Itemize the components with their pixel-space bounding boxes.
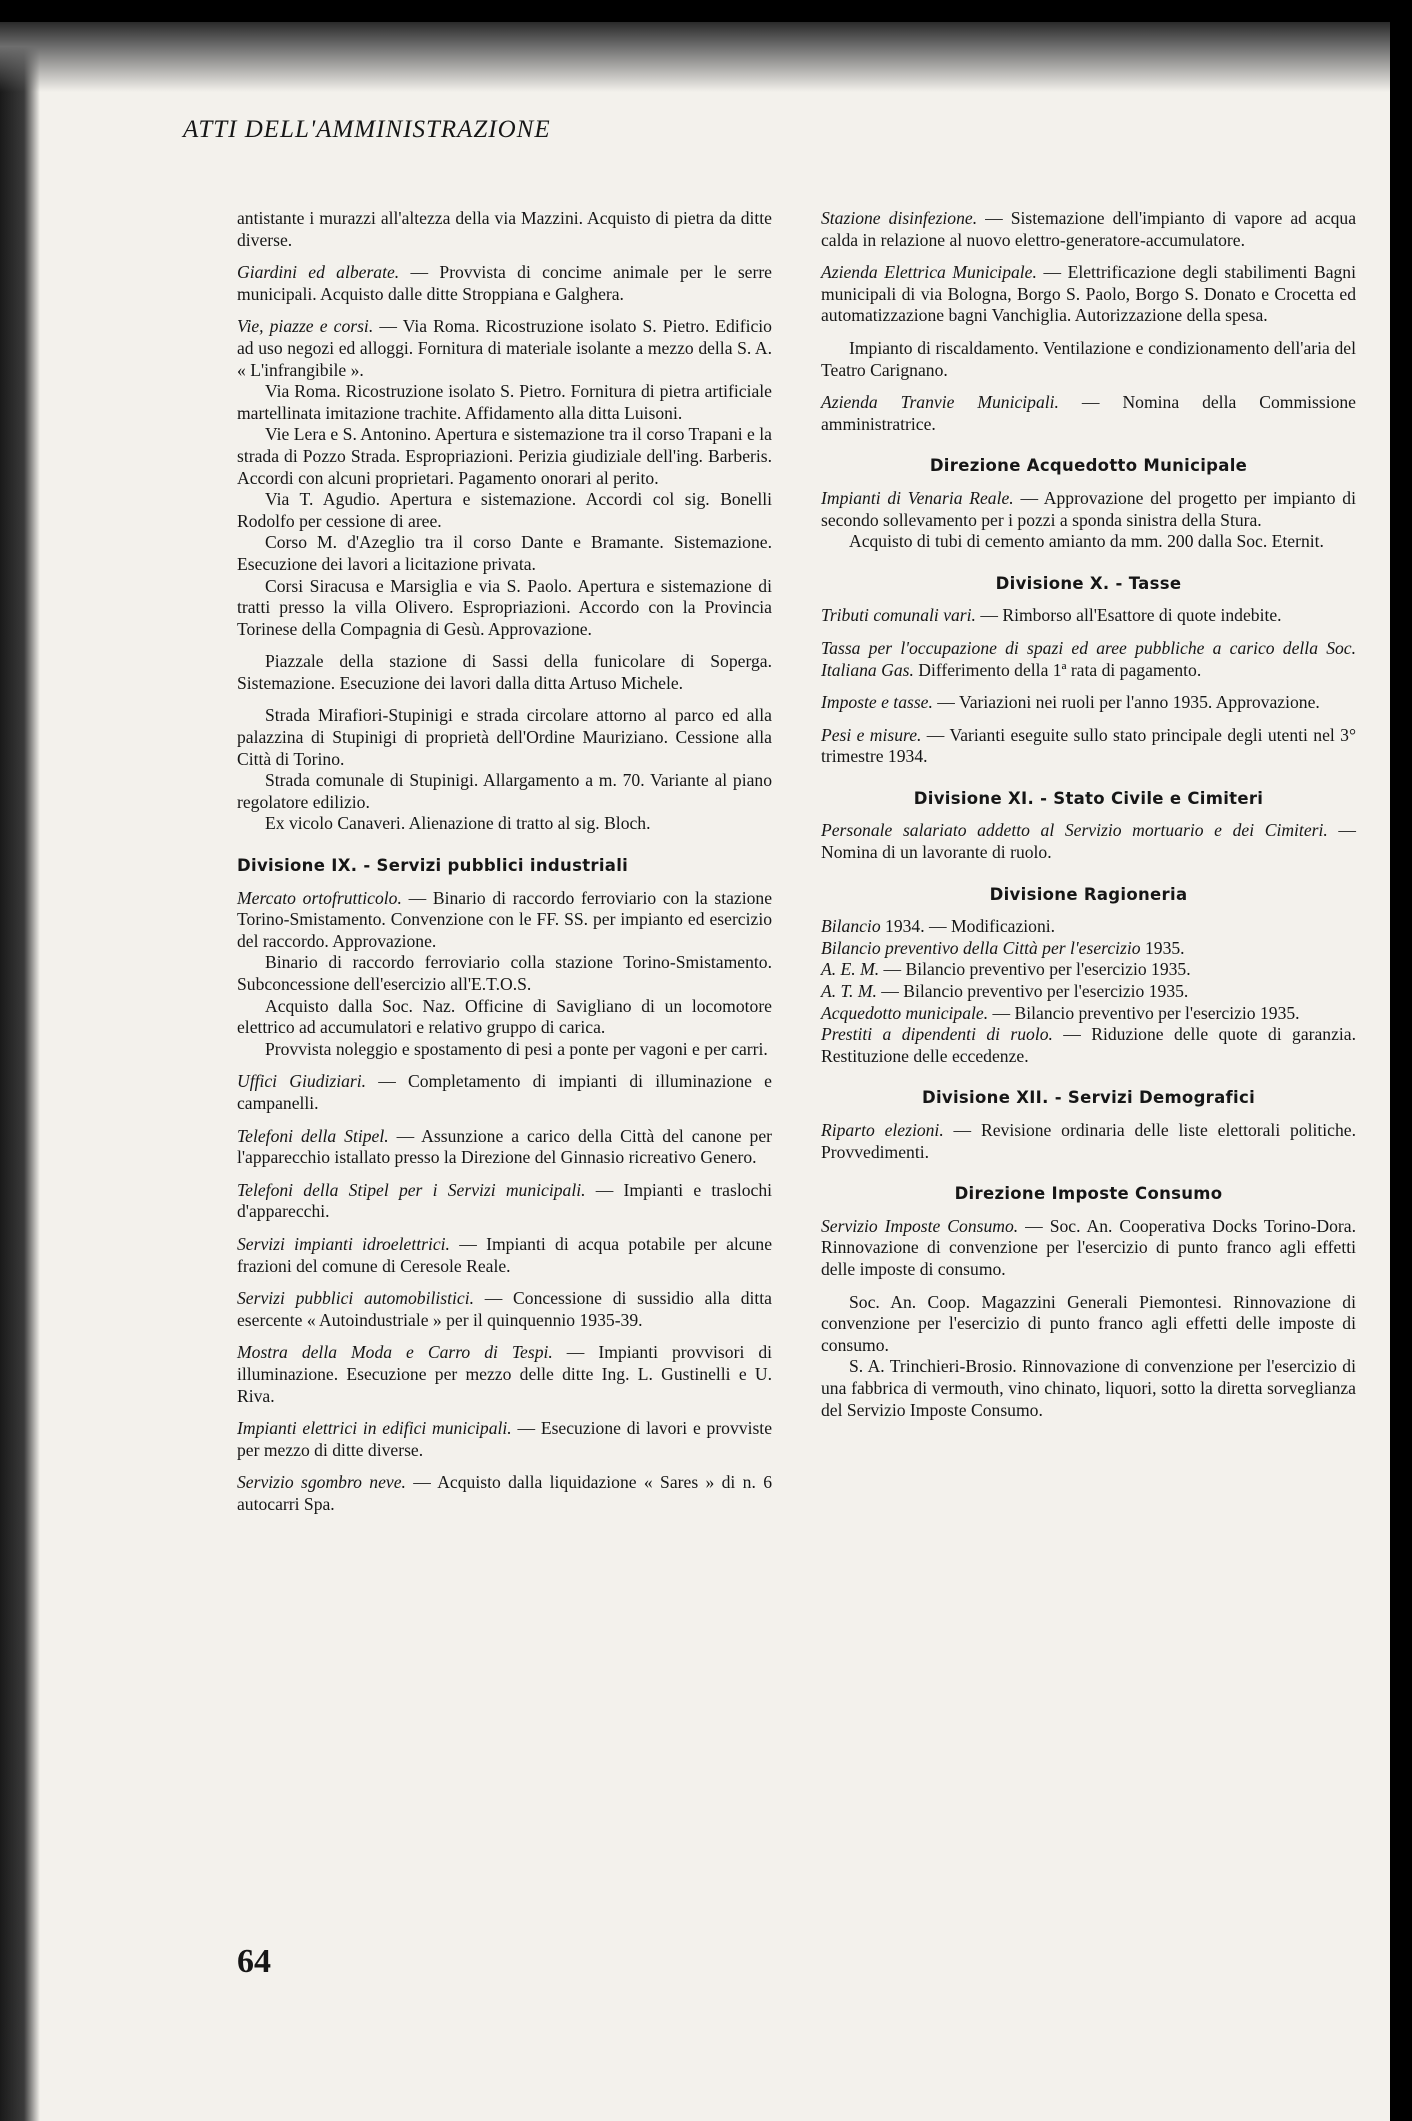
paragraph [237, 1472, 772, 1515]
paragraph [237, 651, 772, 694]
item-title: Bilancio [821, 916, 881, 937]
paragraph [237, 1180, 772, 1223]
section-heading: Divisione X. - Tasse [995, 573, 1182, 593]
spacer [821, 381, 1356, 392]
item-title: Servizio Imposte Consumo. [821, 1215, 1019, 1236]
spacer [237, 1115, 772, 1126]
item-text: — Bilancio preventivo per l'esercizio 1935. [988, 1002, 1300, 1023]
item-text: — Bilancio preventivo per l'esercizio 1935. [876, 981, 1189, 1002]
spacer [237, 640, 772, 651]
spacer [237, 694, 772, 705]
paragraph [821, 692, 1356, 714]
item-title: Prestiti a dipendenti di ruolo. [821, 1024, 1053, 1045]
binding-shadow [0, 22, 40, 2121]
item-text: Acquisto dalla Soc. Naz. Officine di Savigliano di un locomotore elettrico ad accumulatori e relativo gruppo di carica. [237, 995, 772, 1038]
item-title: Vie, piazze e corsi. [237, 316, 374, 337]
paragraph [237, 1418, 772, 1461]
item-text: — Concessione di sussidio alla ditta esercente « Autoindustriale » per il quinquennio 1935-39. [237, 1288, 772, 1330]
paragraph [821, 1356, 1356, 1421]
item-title: Telefoni della Stipel. [237, 1125, 389, 1146]
item-text: Via T. Agudio. Apertura e sistemazione. Accordi col sig. Bonelli Rodolfo per cessione di aree. [237, 489, 772, 531]
paragraph [821, 959, 1356, 981]
paragraph [821, 1120, 1356, 1163]
item-title: Mercato ortofrutticolo. [237, 887, 402, 908]
spacer [821, 768, 1356, 788]
item-text: — Soc. An. Cooperativa Docks Torino-Dora. Rinnovazione di convenzione per l'esercizio di punto franco agli effetti delle imposte di consumo. [821, 1215, 1356, 1279]
spacer [237, 1060, 772, 1071]
item-title: Telefoni della Stipel per i Servizi municipali. [237, 1179, 586, 1200]
item-text: S. A. Trinchieri-Brosio. Rinnovazione di convenzione per l'esercizio di una fabbrica di vermouth, vino chinato, liquori, sotto la diretta sorveglianza del Servizio Imposte Consumo. [821, 1356, 1356, 1420]
item-text: Piazzale della stazione di Sassi della funicolare di Soperga. Sistemazione. Esecuzione dei lavori dalla ditta Artuso Michele. [237, 651, 772, 693]
item-text: Strada comunale di Stupinigi. Allargamento a m. 70. Variante al piano regolatore edilizio. [237, 770, 772, 812]
item-title: Azienda Elettrica Municipale. [821, 262, 1037, 283]
paragraph [237, 705, 772, 770]
paragraph [237, 813, 772, 835]
item-text: Soc. An. Coop. Magazzini Generali Piemontesi. Rinnovazione di convenzione per l'esercizio di punto franco agli effetti delle imposte di consumo. [821, 1291, 1356, 1355]
item-title: A. T. M. [821, 981, 877, 1002]
item-text: — Varianti eseguite sullo stato principale degli utenti nel 3° trimestre 1934. [821, 724, 1356, 767]
spacer [821, 905, 1356, 916]
left-column [237, 208, 772, 1515]
spacer [821, 1109, 1356, 1120]
spacer [821, 864, 1356, 884]
item-title: Imposte e tasse. [821, 692, 933, 713]
section-heading: Direzione Acquedotto Municipale [929, 456, 1248, 476]
item-text: Strada Mirafiori-Stupinigi e strada circolare attorno al parco ed alla palazzina di Stupinigi di proprietà dell'Ordine Mauriziano. Cessione alla Città di Torino. [237, 705, 772, 769]
paragraph [237, 952, 772, 995]
spacer [821, 594, 1356, 605]
spacer [821, 1163, 1356, 1183]
item-text: Binario di raccordo ferroviario colla stazione Torino-Smistamento. Subconcessione dell'esercizio all'E.T.O.S. [237, 952, 772, 994]
item-title: Tassa per l'occupazione di spazi ed aree pubbliche a carico della Soc. Italiana Gas. [821, 637, 1356, 680]
item-text: — Revisione ordinaria delle liste elettorali politiche. Provvedimenti. [821, 1120, 1356, 1162]
paragraph [821, 725, 1356, 768]
spacer [821, 681, 1356, 692]
paragraph [237, 770, 772, 813]
spacer [821, 809, 1356, 820]
right-column [821, 208, 1356, 1421]
item-title: Impianti elettrici in edifici municipali. [237, 1418, 512, 1439]
spacer [821, 1281, 1356, 1292]
paragraph [237, 1234, 772, 1277]
item-text: Provvista noleggio e spostamento di pesi a ponte per vagoni e per carri. [265, 1038, 768, 1059]
item-text: — Nomina della Commissione amministratrice. [821, 392, 1356, 434]
item-text: Impianto di riscaldamento. Ventilazione e condizionamento dell'aria del Teatro Carignano. [821, 337, 1356, 380]
running-head: ATTI DELL'AMMINISTRAZIONE [183, 116, 551, 143]
item-title: Impianti di Venaria Reale. [821, 487, 1014, 508]
paragraph [237, 1039, 772, 1061]
section-heading: Divisione Ragioneria [989, 884, 1188, 904]
spacer [821, 251, 1356, 262]
paragraph [237, 381, 772, 424]
item-text: — Riduzione delle quote di garanzia. Restituzione delle eccedenze. [821, 1024, 1357, 1066]
top-shadow [0, 22, 1390, 92]
paragraph [821, 1292, 1356, 1357]
item-title: Mostra della Moda e Carro di Tespi. [237, 1342, 553, 1363]
item-text: — Via Roma. Ricostruzione isolato S. Pietro. Edificio ad uso negozi ed alloggi. Fornitura di materiale isolante a mezzo della S. A. « L'infrangibile ». [237, 316, 772, 380]
item-title: Riparto elezioni. [821, 1120, 944, 1140]
paragraph [821, 1216, 1356, 1281]
item-text: — Acquisto dalla liquidazione « Sares » di n. 6 autocarri Spa. [237, 1472, 772, 1514]
spacer [237, 1169, 772, 1180]
item-title: Pesi e misure. [821, 724, 922, 745]
item-text: — Impianti di acqua potabile per alcune frazioni del comune di Ceresole Reale. [237, 1233, 773, 1276]
item-text: — Binario di raccordo ferroviario con la stazione Torino-Smistamento. Convenzione con le FF. SS. per impianto ed esercizio del raccordo. Approvazione. [237, 887, 773, 951]
paragraph [237, 316, 772, 381]
paragraph [821, 1003, 1356, 1025]
item-text: antistante i murazzi all'altezza della via Mazzini. Acquisto di pietra da ditte diverse. [237, 208, 772, 250]
spacer [237, 305, 772, 316]
item-title: Bilancio preventivo della Città per l'esercizio [821, 937, 1141, 958]
item-text: — Bilancio preventivo per l'esercizio 1935. [879, 959, 1191, 980]
paragraph [237, 576, 772, 641]
spacer [821, 435, 1356, 455]
scan-border-right [1390, 0, 1412, 2121]
item-text: — Assunzione a carico della Città del canone per l'apparecchio istallato presso la Direzione del Ginnasio ricreativo Genero. [237, 1125, 772, 1168]
paragraph [237, 489, 772, 532]
paragraph [237, 1071, 772, 1114]
spacer [821, 327, 1356, 338]
spacer [237, 1331, 772, 1342]
paragraph [821, 208, 1356, 251]
page-number: 64 [237, 1943, 271, 1980]
item-text: — Rimborso all'Esattore di quote indebite. [975, 605, 1282, 626]
paragraph [821, 638, 1356, 681]
item-title: Servizio sgombro neve. [237, 1472, 406, 1493]
paragraph [237, 996, 772, 1039]
paragraph [821, 338, 1356, 381]
item-title: Azienda Tranvie Municipali. [821, 392, 1059, 413]
item-title: Giardini ed alberate. [237, 262, 400, 283]
paragraph [237, 532, 772, 575]
paragraph [821, 938, 1356, 960]
paragraph [821, 981, 1356, 1003]
paragraph [821, 605, 1356, 627]
paragraph [237, 1126, 772, 1169]
item-text: — Variazioni nei ruoli per l'anno 1935. Approvazione. [932, 692, 1320, 713]
section-heading: Divisione IX. - Servizi pubblici industriali [237, 856, 629, 876]
paragraph [821, 488, 1356, 531]
paragraph [821, 392, 1356, 435]
item-text: — Sistemazione dell'impianto di vapore ad acqua calda in relazione al nuovo elettro-generatore-accumulatore. [821, 208, 1356, 250]
spacer [237, 1461, 772, 1472]
paragraph [237, 1342, 772, 1407]
item-text: 1935. [1140, 937, 1185, 958]
spacer [237, 835, 772, 855]
spacer [237, 1407, 772, 1418]
paragraph [237, 208, 772, 251]
item-title: Stazione disinfezione. [821, 208, 978, 228]
item-text: Corso M. d'Azeglio tra il corso Dante e Bramante. Sistemazione. Esecuzione dei lavori a licitazione privata. [237, 532, 772, 574]
paragraph [237, 424, 772, 489]
item-text: Ex vicolo Canaveri. Alienazione di tratto al sig. Bloch. [265, 813, 651, 834]
item-text: 1934. — Modificazioni. [880, 916, 1056, 937]
paragraph [821, 262, 1356, 327]
item-text: — Elettrificazione degli stabilimenti Bagni municipali di via Bologna, Borgo S. Paolo, Borgo S. Donato e Crocetta ed automatizzazione bagni Vanchiglia. Autorizzazione della spesa. [821, 262, 1356, 326]
spacer [237, 1277, 772, 1288]
item-title: Uffici Giudiziari. [237, 1071, 367, 1092]
item-text: — Impianti provvisori di illuminazione. Esecuzione per mezzo delle ditte Ing. L. Gustinelli e U. Riva. [237, 1342, 773, 1406]
item-title: Tributi comunali vari. [821, 605, 976, 626]
item-title: A. E. M. [821, 959, 880, 980]
spacer [237, 251, 772, 262]
paragraph [237, 262, 772, 305]
item-text: — Provvista di concime animale per le serre municipali. Acquisto dalle ditte Stroppiana e Galghera. [237, 262, 772, 304]
item-text: Acquisto di tubi di cemento amianto da mm. 200 dalla Soc. Eternit. [849, 531, 1324, 552]
item-text: — Esecuzione di lavori e provviste per mezzo di ditte diverse. [237, 1418, 772, 1460]
spacer [821, 1205, 1356, 1216]
item-text: — Completamento di impianti di illuminazione e campanelli. [237, 1071, 772, 1113]
item-text: — Impianti e traslochi d'apparecchi. [237, 1179, 772, 1222]
item-title: Acquedotto municipale. [821, 1002, 989, 1023]
item-text: Differimento della 1ª rata di pagamento. [913, 659, 1202, 680]
item-title: Servizi pubblici automobilistici. [237, 1288, 474, 1309]
item-text: Corsi Siracusa e Marsiglia e via S. Paolo. Apertura e sistemazione di tratti presso la villa Olivero. Espropriazioni. Accordo con la Provincia Torinese della Compagnia di Gesù. Approvazione. [237, 575, 772, 639]
item-text: — Nomina di un lavorante di ruolo. [821, 820, 1356, 863]
item-text: — Approvazione del progetto per impianto di secondo sollevamento per i pozzi a sponda sinistra della Stura. [821, 487, 1356, 530]
paragraph [821, 1024, 1356, 1067]
paragraph [821, 820, 1356, 863]
spacer [237, 1223, 772, 1234]
item-text: Vie Lera e S. Antonino. Apertura e sistemazione tra il corso Trapani e la strada di Pozzo Strada. Espropriazioni. Perizia giudiziale dell'ing. Barberis. Accordi con alcuni proprietari. Pagamento onorari al perito. [237, 424, 772, 488]
paragraph [821, 916, 1356, 938]
spacer [237, 877, 772, 888]
paragraph [821, 531, 1356, 553]
item-title: Servizi impianti idroelettrici. [237, 1233, 450, 1254]
section-heading: Divisione XI. - Stato Civile e Cimiteri [913, 788, 1264, 808]
spacer [821, 477, 1356, 488]
section-heading: Divisione XII. - Servizi Demografici [921, 1088, 1256, 1108]
item-text: Via Roma. Ricostruzione isolato S. Pietro. Fornitura di pietra artificiale martellinata imitazione trachite. Affidamento alla ditta Luisoni. [237, 381, 772, 423]
scan-border-top [0, 0, 1412, 22]
spacer [821, 1067, 1356, 1087]
spacer [821, 553, 1356, 573]
spacer [821, 627, 1356, 638]
item-title: Personale salariato addetto al Servizio mortuario e dei Cimiteri. [821, 820, 1328, 841]
section-heading: Direzione Imposte Consumo [954, 1184, 1223, 1204]
paragraph [237, 1288, 772, 1331]
paragraph [237, 888, 772, 953]
spacer [821, 714, 1356, 725]
